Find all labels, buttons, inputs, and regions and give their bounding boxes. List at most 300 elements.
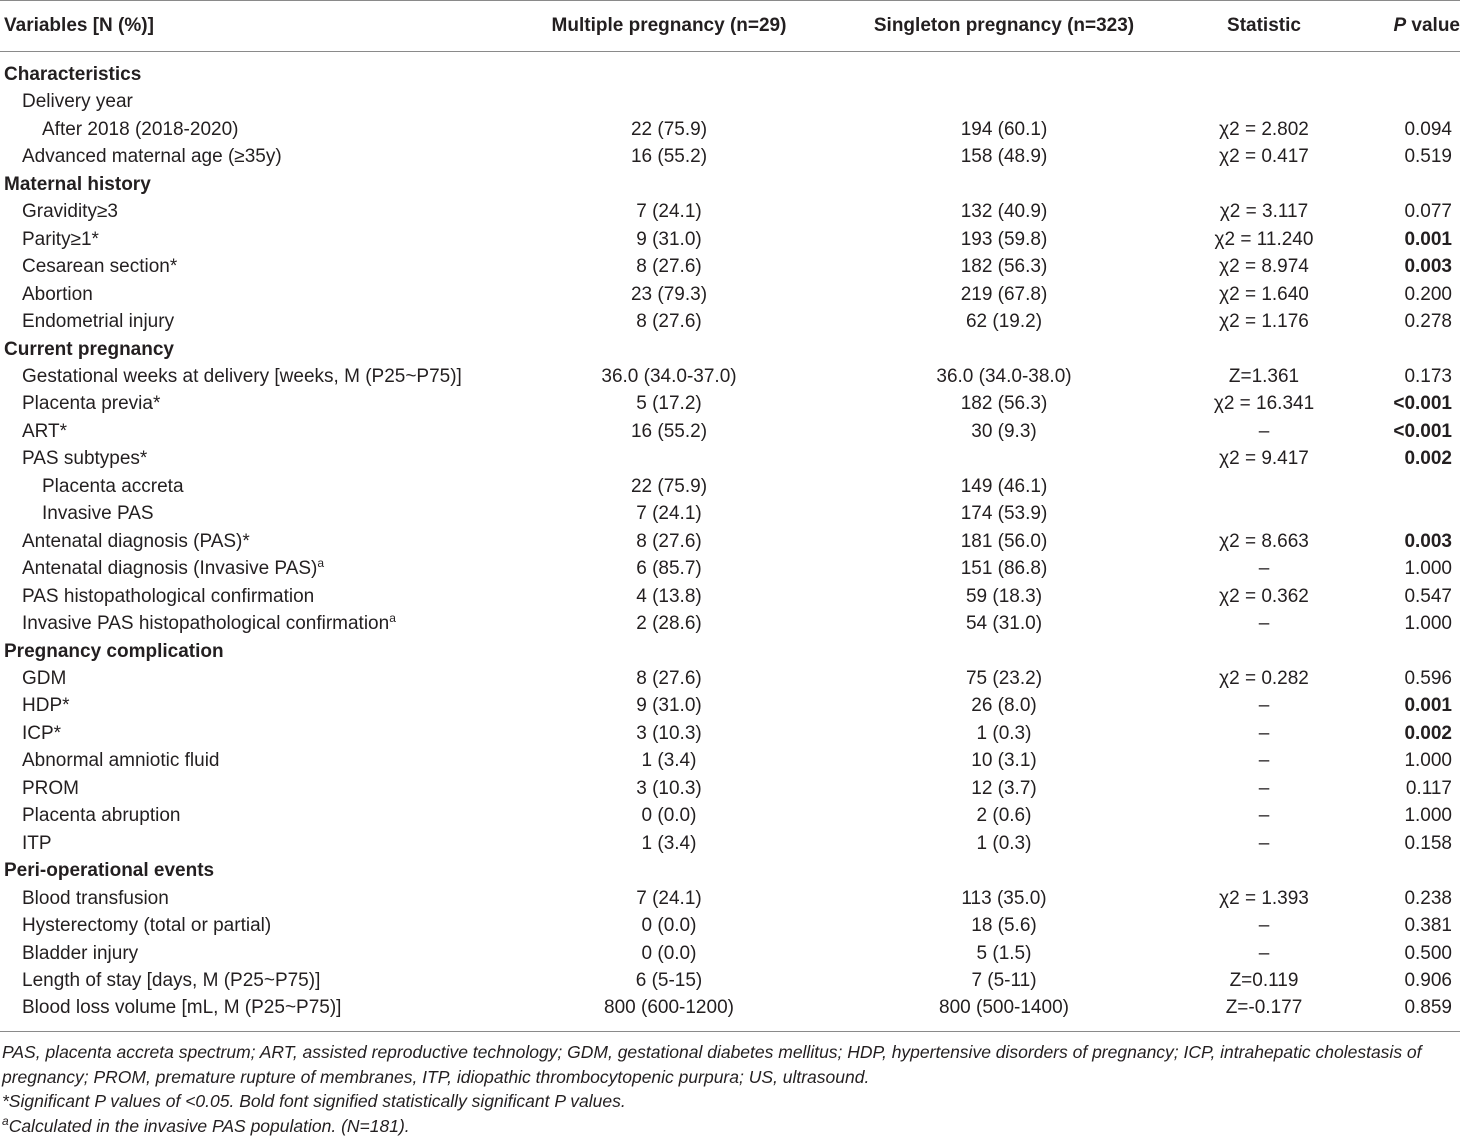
cell-multiple bbox=[524, 253, 814, 280]
cell-variable-text: Endometrial injury bbox=[22, 311, 175, 333]
cell-multiple bbox=[524, 885, 814, 912]
cell-singleton bbox=[814, 747, 1194, 774]
cell-singleton-text: 182 (56.3) bbox=[960, 393, 1048, 415]
cell-singleton bbox=[814, 912, 1194, 939]
cell-variable bbox=[0, 857, 524, 884]
cell-variable bbox=[0, 692, 524, 719]
cell-statistic-text: χ2 = 1.393 bbox=[1219, 887, 1309, 909]
table-row bbox=[0, 802, 1460, 829]
cell-p-value bbox=[1334, 994, 1460, 1021]
cell-multiple-text: 16 (55.2) bbox=[630, 420, 708, 442]
cell-multiple bbox=[524, 308, 814, 335]
table-row bbox=[0, 775, 1460, 802]
cell-p-value bbox=[1334, 610, 1460, 637]
cell-singleton-text: 182 (56.3) bbox=[960, 256, 1048, 278]
cell-variable-text: After 2018 (2018-2020) bbox=[42, 118, 239, 140]
cell-p-value bbox=[1334, 226, 1460, 253]
cell-multiple-text: 3 (10.3) bbox=[636, 722, 702, 744]
cell-variable-text: HDP* bbox=[22, 695, 70, 717]
cell-statistic-text: χ2 = 9.417 bbox=[1219, 448, 1309, 470]
cell-multiple bbox=[524, 830, 814, 857]
cell-variable bbox=[0, 171, 524, 198]
cell-statistic-text: χ2 = 0.417 bbox=[1219, 146, 1309, 168]
cell-multiple bbox=[524, 500, 814, 527]
table-row bbox=[0, 198, 1460, 225]
cell-p-value-text: 0.547 bbox=[1404, 585, 1452, 607]
section-header-row bbox=[0, 336, 1460, 363]
cell-singleton-text: 59 (18.3) bbox=[965, 585, 1043, 607]
cell-multiple-text: 0 (0.0) bbox=[641, 942, 697, 964]
cell-singleton bbox=[814, 720, 1194, 747]
cell-variable bbox=[0, 198, 524, 225]
cell-singleton-text: 194 (60.1) bbox=[960, 118, 1048, 140]
cell-p-value-text: 1.000 bbox=[1404, 805, 1452, 827]
cell-p-value bbox=[1334, 390, 1460, 417]
cell-variable bbox=[0, 775, 524, 802]
cell-p-value bbox=[1334, 830, 1460, 857]
cell-variable bbox=[0, 747, 524, 774]
cell-statistic bbox=[1194, 665, 1334, 692]
table-row bbox=[0, 308, 1460, 335]
cell-p-value bbox=[1334, 308, 1460, 335]
cell-multiple bbox=[524, 802, 814, 829]
cell-p-value bbox=[1334, 171, 1460, 198]
cell-singleton bbox=[814, 638, 1194, 665]
cell-multiple bbox=[524, 88, 814, 115]
cell-variable-text: Invasive PAS bbox=[42, 503, 154, 525]
cell-singleton bbox=[814, 610, 1194, 637]
cell-p-value-text: 0.596 bbox=[1404, 667, 1452, 689]
cell-singleton-text: 800 (500-1400) bbox=[939, 997, 1069, 1019]
cell-p-value-text: 0.381 bbox=[1404, 915, 1452, 937]
section-header-row bbox=[0, 857, 1460, 884]
cell-multiple bbox=[524, 665, 814, 692]
cell-singleton bbox=[814, 994, 1194, 1021]
cell-singleton bbox=[814, 940, 1194, 967]
cell-variable-text: Abnormal amniotic fluid bbox=[22, 750, 220, 772]
cell-p-value-text: 0.906 bbox=[1404, 969, 1452, 991]
cell-statistic-text: χ2 = 0.362 bbox=[1219, 585, 1309, 607]
cell-statistic-text: χ2 = 0.282 bbox=[1219, 667, 1309, 689]
footnote-significance: *Significant P values of <0.05. Bold font signified statistically significant P values. bbox=[2, 1091, 626, 1111]
cell-singleton-text: 30 (9.3) bbox=[971, 420, 1037, 442]
footnote-invasive-text: Calculated in the invasive PAS population. (N=181). bbox=[8, 1115, 410, 1136]
cell-singleton bbox=[814, 692, 1194, 719]
table-row bbox=[0, 363, 1460, 390]
cell-statistic bbox=[1194, 994, 1334, 1021]
cell-singleton bbox=[814, 363, 1194, 390]
cell-multiple bbox=[524, 143, 814, 170]
cell-multiple bbox=[524, 171, 814, 198]
cell-statistic-text: – bbox=[1258, 750, 1270, 772]
cell-statistic-text: – bbox=[1258, 420, 1270, 442]
cell-variable-text: PAS histopathological confirmation bbox=[22, 585, 315, 607]
cell-statistic bbox=[1194, 336, 1334, 363]
cell-variable bbox=[0, 967, 524, 994]
cell-variable bbox=[0, 61, 524, 88]
cell-statistic-text: χ2 = 11.240 bbox=[1214, 228, 1314, 250]
cell-multiple bbox=[524, 583, 814, 610]
cell-variable-text: Placenta accreta bbox=[42, 475, 184, 497]
cell-p-value-text: <0.001 bbox=[1393, 393, 1452, 415]
cell-variable bbox=[0, 226, 524, 253]
table-row bbox=[0, 226, 1460, 253]
cell-multiple-text: 9 (31.0) bbox=[636, 228, 702, 250]
cell-variable-text: Maternal history bbox=[4, 173, 151, 195]
cell-statistic bbox=[1194, 473, 1334, 500]
cell-variable bbox=[0, 583, 524, 610]
cell-statistic-text: – bbox=[1258, 832, 1270, 854]
cell-p-value bbox=[1334, 473, 1460, 500]
cell-p-value bbox=[1334, 857, 1460, 884]
cell-variable bbox=[0, 940, 524, 967]
cell-singleton bbox=[814, 281, 1194, 308]
cell-multiple bbox=[524, 281, 814, 308]
cell-variable-text: Abortion bbox=[22, 283, 93, 305]
cell-variable bbox=[0, 336, 524, 363]
cell-multiple-text: 23 (79.3) bbox=[630, 283, 708, 305]
header-p-italic: P bbox=[1393, 15, 1407, 36]
cell-singleton bbox=[814, 418, 1194, 445]
cell-statistic bbox=[1194, 418, 1334, 445]
cell-multiple bbox=[524, 747, 814, 774]
cell-singleton-text: 113 (35.0) bbox=[961, 887, 1047, 909]
cell-statistic-text: χ2 = 2.802 bbox=[1219, 118, 1309, 140]
cell-variable bbox=[0, 802, 524, 829]
cell-statistic bbox=[1194, 116, 1334, 143]
cell-singleton bbox=[814, 226, 1194, 253]
cell-multiple-text: 6 (85.7) bbox=[636, 558, 702, 580]
cell-p-value-text: 0.158 bbox=[1404, 832, 1452, 854]
cell-multiple bbox=[524, 198, 814, 225]
cell-p-value-text: 0.001 bbox=[1404, 228, 1452, 250]
cell-statistic-text: – bbox=[1258, 613, 1270, 635]
header-rule bbox=[0, 51, 1460, 52]
cell-p-value bbox=[1334, 116, 1460, 143]
cell-statistic bbox=[1194, 171, 1334, 198]
cell-multiple bbox=[524, 857, 814, 884]
cell-variable bbox=[0, 88, 524, 115]
cell-singleton-text: 132 (40.9) bbox=[960, 201, 1048, 223]
cell-multiple-text: 800 (600-1200) bbox=[604, 997, 734, 1019]
cell-variable-text: Delivery year bbox=[22, 91, 133, 113]
cell-variable-text: ART* bbox=[22, 420, 68, 442]
cell-p-value-text: 0.200 bbox=[1404, 283, 1452, 305]
cell-multiple bbox=[524, 994, 814, 1021]
cell-multiple-text: 2 (28.6) bbox=[636, 613, 702, 635]
cell-multiple bbox=[524, 336, 814, 363]
cell-variable bbox=[0, 308, 524, 335]
table-header bbox=[0, 1, 1460, 51]
table-row bbox=[0, 143, 1460, 170]
cell-variable-text: Placenta abruption bbox=[22, 805, 181, 827]
cell-multiple bbox=[524, 967, 814, 994]
cell-variable-text: Antenatal diagnosis (PAS)* bbox=[22, 530, 250, 552]
cell-singleton-text: 158 (48.9) bbox=[960, 146, 1048, 168]
bottom-rule bbox=[0, 1031, 1460, 1032]
cell-multiple bbox=[524, 940, 814, 967]
cell-singleton-text: 193 (59.8) bbox=[960, 228, 1048, 250]
cell-variable bbox=[0, 555, 524, 582]
cell-statistic-text: – bbox=[1258, 805, 1270, 827]
cell-p-value bbox=[1334, 281, 1460, 308]
cell-multiple bbox=[524, 528, 814, 555]
cell-p-value bbox=[1334, 885, 1460, 912]
table-row bbox=[0, 445, 1460, 472]
cell-singleton bbox=[814, 171, 1194, 198]
cell-multiple-text: 8 (27.6) bbox=[636, 530, 702, 552]
cell-variable bbox=[0, 363, 524, 390]
cell-p-value bbox=[1334, 143, 1460, 170]
cell-multiple-text: 22 (75.9) bbox=[630, 475, 708, 497]
cell-multiple-text: 9 (31.0) bbox=[636, 695, 702, 717]
cell-statistic-text: χ2 = 8.974 bbox=[1219, 256, 1309, 278]
cell-statistic bbox=[1194, 747, 1334, 774]
cell-multiple bbox=[524, 720, 814, 747]
cell-statistic bbox=[1194, 940, 1334, 967]
cell-statistic-text: Z=1.361 bbox=[1228, 365, 1300, 387]
cell-p-value bbox=[1334, 912, 1460, 939]
cell-p-value bbox=[1334, 802, 1460, 829]
table-row bbox=[0, 747, 1460, 774]
cell-variable-text: Parity≥1* bbox=[22, 228, 99, 250]
cell-singleton bbox=[814, 253, 1194, 280]
cell-p-value-text: 0.117 bbox=[1405, 777, 1452, 799]
cell-variable-text: Gravidity≥3 bbox=[22, 201, 118, 223]
cell-statistic bbox=[1194, 390, 1334, 417]
cell-p-value bbox=[1334, 336, 1460, 363]
cell-statistic bbox=[1194, 226, 1334, 253]
cell-singleton-text: 1 (0.3) bbox=[976, 832, 1032, 854]
cell-variable bbox=[0, 528, 524, 555]
cell-multiple-text: 0 (0.0) bbox=[641, 805, 697, 827]
cell-statistic bbox=[1194, 253, 1334, 280]
cell-multiple-text: 4 (13.8) bbox=[636, 585, 702, 607]
cell-multiple-text: 7 (24.1) bbox=[636, 503, 702, 525]
cell-statistic bbox=[1194, 308, 1334, 335]
cell-p-value bbox=[1334, 940, 1460, 967]
cell-singleton-text: 219 (67.8) bbox=[960, 283, 1048, 305]
cell-multiple bbox=[524, 473, 814, 500]
cell-variable-text: Advanced maternal age (≥35y) bbox=[22, 146, 282, 168]
table-row bbox=[0, 994, 1460, 1021]
cell-p-value bbox=[1334, 692, 1460, 719]
cell-statistic bbox=[1194, 775, 1334, 802]
header-p-rest: value bbox=[1406, 15, 1460, 36]
cell-p-value-text: <0.001 bbox=[1393, 420, 1452, 442]
table-row bbox=[0, 528, 1460, 555]
table-row bbox=[0, 418, 1460, 445]
cell-multiple-text: 8 (27.6) bbox=[636, 256, 702, 278]
table-row bbox=[0, 912, 1460, 939]
cell-p-value-text: 0.238 bbox=[1404, 887, 1452, 909]
table-row bbox=[0, 116, 1460, 143]
cell-singleton-text: 62 (19.2) bbox=[965, 311, 1043, 333]
cell-statistic-text: χ2 = 16.341 bbox=[1213, 393, 1315, 415]
cell-multiple bbox=[524, 610, 814, 637]
cell-variable-text: Gestational weeks at delivery [weeks, M (P25~P75)] bbox=[22, 365, 462, 387]
cell-variable-text: Hysterectomy (total or partial) bbox=[22, 915, 272, 937]
cell-multiple bbox=[524, 61, 814, 88]
cell-variable bbox=[0, 638, 524, 665]
table-row bbox=[0, 885, 1460, 912]
cell-statistic bbox=[1194, 802, 1334, 829]
cell-variable bbox=[0, 281, 524, 308]
cell-p-value bbox=[1334, 638, 1460, 665]
cell-statistic bbox=[1194, 692, 1334, 719]
footnote-marker: a bbox=[317, 556, 325, 571]
cell-multiple bbox=[524, 912, 814, 939]
cell-singleton-text: 7 (5-11) bbox=[971, 969, 1037, 991]
cell-variable-text: ITP bbox=[22, 832, 52, 854]
cell-statistic bbox=[1194, 198, 1334, 225]
cell-variable bbox=[0, 143, 524, 170]
table-row bbox=[0, 500, 1460, 527]
cell-statistic bbox=[1194, 967, 1334, 994]
table-row bbox=[0, 253, 1460, 280]
section-header-row bbox=[0, 638, 1460, 665]
cell-statistic bbox=[1194, 830, 1334, 857]
cell-singleton bbox=[814, 445, 1194, 472]
cell-singleton-text: 10 (3.1) bbox=[971, 750, 1037, 772]
cell-variable bbox=[0, 912, 524, 939]
cell-variable-text: PROM bbox=[22, 777, 79, 799]
cell-p-value-text: 0.278 bbox=[1404, 311, 1452, 333]
cell-variable bbox=[0, 418, 524, 445]
cell-statistic bbox=[1194, 610, 1334, 637]
footnote-invasive-marker: a bbox=[2, 1113, 9, 1128]
cell-singleton bbox=[814, 583, 1194, 610]
header-singleton: Singleton pregnancy (n=323) bbox=[873, 15, 1135, 36]
table-row bbox=[0, 555, 1460, 582]
table-row bbox=[0, 692, 1460, 719]
cell-multiple-text: 8 (27.6) bbox=[636, 667, 702, 689]
table-row bbox=[0, 967, 1460, 994]
cell-singleton-text: 2 (0.6) bbox=[976, 805, 1032, 827]
cell-singleton bbox=[814, 500, 1194, 527]
table-row bbox=[0, 720, 1460, 747]
cell-multiple bbox=[524, 418, 814, 445]
cell-variable-text: Characteristics bbox=[4, 64, 142, 85]
cell-p-value-text: 1.000 bbox=[1404, 558, 1452, 580]
cell-variable bbox=[0, 885, 524, 912]
table-row bbox=[0, 665, 1460, 692]
cell-multiple-text: 36.0 (34.0-37.0) bbox=[601, 365, 737, 387]
cell-p-value bbox=[1334, 583, 1460, 610]
table-row bbox=[0, 88, 1460, 115]
cell-statistic-text: χ2 = 3.117 bbox=[1219, 201, 1309, 223]
cell-singleton bbox=[814, 143, 1194, 170]
cell-variable-text: Invasive PAS histopathological confirmation bbox=[22, 613, 390, 635]
cell-multiple-text: 1 (3.4) bbox=[641, 832, 697, 854]
cell-statistic-text: – bbox=[1258, 695, 1270, 717]
cell-statistic bbox=[1194, 143, 1334, 170]
cell-statistic bbox=[1194, 857, 1334, 884]
cell-variable bbox=[0, 500, 524, 527]
table-row bbox=[0, 610, 1460, 637]
cell-multiple-text: 0 (0.0) bbox=[641, 915, 697, 937]
cell-multiple bbox=[524, 226, 814, 253]
cell-p-value bbox=[1334, 665, 1460, 692]
cell-singleton-text: 151 (86.8) bbox=[960, 558, 1048, 580]
cell-statistic bbox=[1194, 363, 1334, 390]
cell-p-value bbox=[1334, 500, 1460, 527]
header-row bbox=[0, 1, 1460, 51]
header-p-value bbox=[1334, 1, 1460, 51]
cell-variable-text: Pregnancy complication bbox=[4, 640, 224, 662]
cell-p-value bbox=[1334, 528, 1460, 555]
cell-singleton bbox=[814, 802, 1194, 829]
cell-multiple bbox=[524, 555, 814, 582]
cell-statistic bbox=[1194, 445, 1334, 472]
cell-multiple-text: 3 (10.3) bbox=[636, 777, 702, 799]
cell-singleton bbox=[814, 116, 1194, 143]
footnote-invasive bbox=[2, 1114, 1458, 1139]
cell-singleton bbox=[814, 665, 1194, 692]
cell-p-value bbox=[1334, 445, 1460, 472]
cell-singleton-text: 181 (56.0) bbox=[960, 530, 1048, 552]
cell-p-value bbox=[1334, 61, 1460, 88]
section-header-row bbox=[0, 171, 1460, 198]
cell-singleton bbox=[814, 528, 1194, 555]
cell-multiple bbox=[524, 445, 814, 472]
cell-p-value-text: 0.500 bbox=[1404, 942, 1452, 964]
cell-singleton-text: 75 (23.2) bbox=[965, 667, 1043, 689]
cell-p-value bbox=[1334, 363, 1460, 390]
cell-variable bbox=[0, 116, 524, 143]
cell-p-value-text: 1.000 bbox=[1404, 613, 1452, 635]
cell-p-value-text: 0.001 bbox=[1404, 695, 1452, 717]
cell-variable bbox=[0, 610, 524, 637]
cell-p-value bbox=[1334, 418, 1460, 445]
cell-p-value bbox=[1334, 747, 1460, 774]
cell-multiple-text: 22 (75.9) bbox=[630, 118, 708, 140]
cell-variable bbox=[0, 253, 524, 280]
cell-singleton-text: 54 (31.0) bbox=[965, 613, 1043, 635]
table-row bbox=[0, 281, 1460, 308]
cell-p-value-text: 0.003 bbox=[1404, 256, 1452, 278]
cell-statistic-text: – bbox=[1258, 558, 1270, 580]
table-row bbox=[0, 473, 1460, 500]
cell-statistic-text: – bbox=[1258, 915, 1270, 937]
cell-multiple-text: 1 (3.4) bbox=[641, 750, 697, 772]
cell-statistic bbox=[1194, 528, 1334, 555]
cell-multiple bbox=[524, 638, 814, 665]
cell-variable-text: Placenta previa* bbox=[22, 393, 161, 415]
cell-p-value bbox=[1334, 198, 1460, 225]
table-row bbox=[0, 583, 1460, 610]
cell-singleton bbox=[814, 857, 1194, 884]
section-header-row bbox=[0, 61, 1460, 88]
cell-singleton-text: 18 (5.6) bbox=[971, 915, 1037, 937]
header-statistic: Statistic bbox=[1227, 15, 1301, 36]
cell-p-value-text: 0.094 bbox=[1404, 118, 1452, 140]
header-variables: Variables [N (%)] bbox=[4, 15, 154, 36]
cell-statistic bbox=[1194, 61, 1334, 88]
cell-statistic bbox=[1194, 88, 1334, 115]
cell-singleton bbox=[814, 473, 1194, 500]
cell-singleton bbox=[814, 967, 1194, 994]
cell-multiple bbox=[524, 775, 814, 802]
cell-singleton-text: 36.0 (34.0-38.0) bbox=[936, 365, 1072, 387]
cell-variable-text: Peri-operational events bbox=[4, 860, 215, 882]
cell-variable bbox=[0, 665, 524, 692]
cell-singleton bbox=[814, 88, 1194, 115]
cell-multiple bbox=[524, 692, 814, 719]
cell-variable-text: Blood transfusion bbox=[22, 887, 169, 909]
cell-statistic-text: Z=-0.177 bbox=[1225, 997, 1303, 1019]
cell-p-value-text: 0.003 bbox=[1404, 530, 1452, 552]
